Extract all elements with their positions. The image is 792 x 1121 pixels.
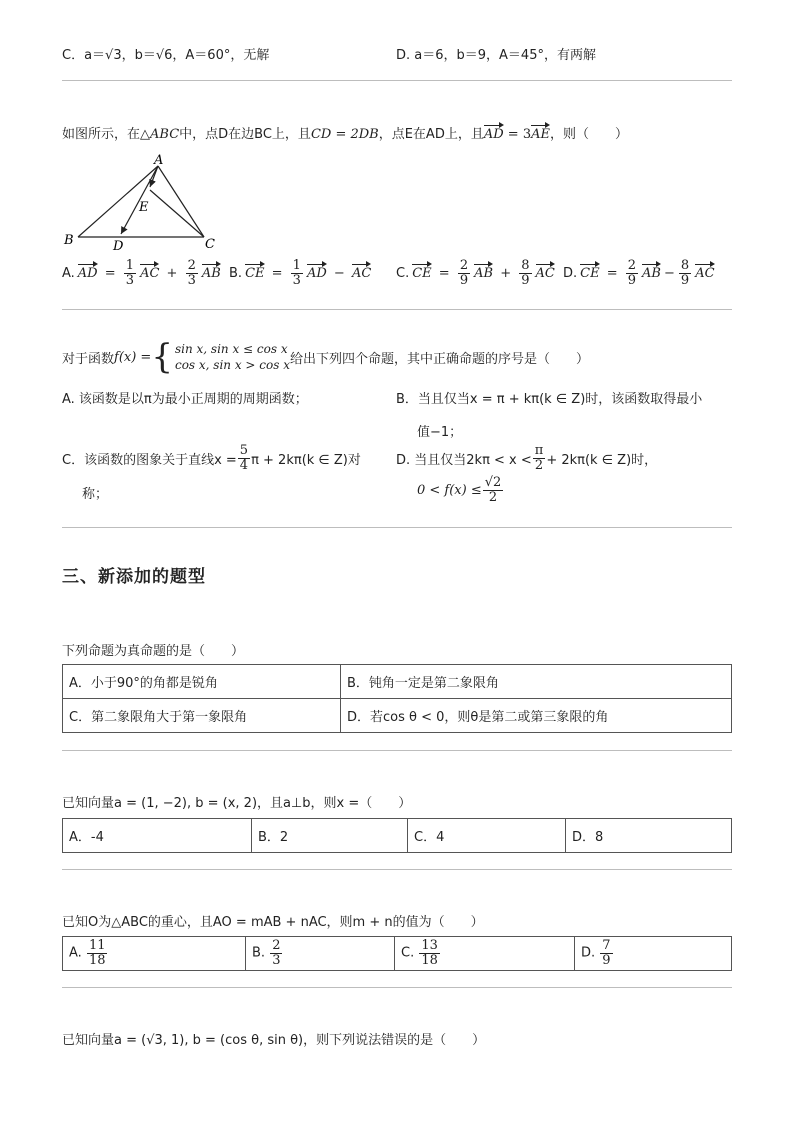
q2-stem-eq: = 3 xyxy=(503,127,532,142)
q3-stem xyxy=(62,337,589,377)
divider xyxy=(62,309,732,310)
q3-case2: cos x, sin x > cos x xyxy=(174,358,290,372)
q6-option-b xyxy=(246,937,395,971)
q6-option-b-n: 2 xyxy=(272,938,281,954)
q3-option-d-frac2-n: √2 xyxy=(484,475,502,490)
q3-option-d-frac-d: 2 xyxy=(534,457,544,473)
q3-option-d-line2 xyxy=(417,476,504,504)
q3-option-c-frac-n: 5 xyxy=(239,443,249,458)
q6-option-a-n: 11 xyxy=(88,938,106,954)
q3-func: f(x) = xyxy=(114,349,152,365)
q3-option-c-line1 xyxy=(62,444,361,472)
q1-option-d: D. a＝6，b＝9，A＝45°，有两解 xyxy=(396,48,596,63)
q5-option-b: B．2 xyxy=(252,819,408,853)
q2-stem-end: ，则（ ） xyxy=(549,127,628,142)
q4-option-c: C．第二象限角大于第一象限角 xyxy=(63,699,341,733)
q2-option-c: C. CE = $\frac{2}{9}$ AB + $\frac{8}{9}$ AC xyxy=(396,258,555,288)
q3-option-c-pre: C．该函数的图象关于直线x = xyxy=(62,452,237,468)
q6-option-c xyxy=(395,937,575,971)
q6-options-table xyxy=(62,936,732,971)
q6-option-a-d: 18 xyxy=(88,953,106,968)
label-b: B xyxy=(64,233,74,248)
q2-opt-a-text xyxy=(0,0,1,1)
q6-option-a xyxy=(63,937,246,971)
q6-option-d-label: D. xyxy=(581,946,596,961)
q3-case1: sin x, sin x ≤ cos x xyxy=(174,342,288,356)
q2-stem-cd: CD = 2DB xyxy=(310,127,379,142)
section-heading: 三、新添加的题型 xyxy=(62,567,206,587)
q3-option-d-post: + 2kπ(k ∈ Z)时， xyxy=(546,452,658,468)
q2-option-b-label: B. xyxy=(229,265,243,281)
q2-stem-mid2: ，点E在AD上，且 xyxy=(378,127,484,142)
divider xyxy=(62,80,732,81)
q2-option-c-label: C. xyxy=(396,265,410,281)
q2-stem-mid1: 中，点D在边BC上，且 xyxy=(179,127,311,142)
q3-option-d-frac-n: π xyxy=(534,443,544,458)
q5-option-c: C．4 xyxy=(408,819,566,853)
q6-option-a-label: A. xyxy=(69,946,82,961)
q4-option-d: D．若cos θ < 0，则θ是第二或第三象限的角 xyxy=(341,699,732,733)
q5-option-a: A．-4 xyxy=(63,819,252,853)
q1-option-c: C．a＝√3，b＝√6，A＝60°，无解 xyxy=(62,48,270,63)
q6-option-c-n: 13 xyxy=(421,938,438,954)
q3-option-c-frac-d: 4 xyxy=(239,457,249,473)
q2-stem-prefix: 如图所示，在 xyxy=(62,127,141,142)
q3-option-b-line1: B．当且仅当x = π + kπ(k ∈ Z)时，该函数取得最小 xyxy=(396,392,703,407)
q3-option-d-line1 xyxy=(396,444,657,472)
q2-option-d-label: D. xyxy=(563,265,578,281)
q3-stem-prefix: 对于函数 xyxy=(62,351,115,367)
q6-option-b-label: B. xyxy=(252,946,266,961)
q4-stem: 下列命题为真命题的是（ ） xyxy=(62,644,245,659)
q3-option-b-line2: 值−1； xyxy=(417,425,463,440)
q2-option-a: A. AD = $\frac{1}{3}$ AC + $\frac{2}{3}$ AB xyxy=(62,258,221,288)
q6-option-d-d: 9 xyxy=(602,953,611,968)
q2-stem-vector-ae: AE xyxy=(531,127,550,142)
q4-options-table xyxy=(62,664,732,733)
q2-triangle-figure xyxy=(60,150,230,255)
q4-option-b: B．钝角一定是第二象限角 xyxy=(341,665,732,699)
q3-option-c-line2: 称； xyxy=(82,487,109,502)
edge-ac xyxy=(158,166,204,237)
q3-option-d-pre: D. 当且仅当2kπ < x < xyxy=(396,452,532,468)
q6-option-d-n: 7 xyxy=(602,938,611,954)
divider xyxy=(62,987,732,988)
label-c: C xyxy=(205,237,215,252)
q2-stem xyxy=(62,123,628,142)
q2-stem-vector-ad: AD xyxy=(483,127,504,142)
divider xyxy=(62,869,732,870)
edge-ce xyxy=(150,190,204,237)
q6-option-d xyxy=(575,937,732,971)
q3-option-d-frac2-d: 2 xyxy=(488,489,498,505)
label-d: D xyxy=(113,239,124,254)
q2-option-d: D. CE = $\frac{2}{9}$ AB − $\frac{8}{9}$ AC xyxy=(563,258,715,288)
divider xyxy=(62,527,732,528)
label-e: E xyxy=(139,200,149,215)
q2-stem-triangle: △ABC xyxy=(140,127,180,142)
q2-option-a-label: A. xyxy=(62,265,75,281)
q6-option-c-label: C. xyxy=(401,946,415,961)
q3-option-c-post: π + 2kπ(k ∈ Z)对 xyxy=(251,452,361,468)
q6-stem: 已知O为△ABC的重心，且AO = mAB + nAC，则m + n的值为（ ） xyxy=(62,915,484,930)
q5-option-d: D．8 xyxy=(566,819,732,853)
q5-stem: 已知向量a = (1, −2), b = (x, 2)，且a⊥b，则x =（ ） xyxy=(62,796,412,811)
label-a: A xyxy=(154,153,164,168)
q3-option-a: A. 该函数是以π为最小正周期的周期函数； xyxy=(62,392,308,407)
q3-option-d-line2-pre: 0 < f(x) ≤ xyxy=(417,482,482,498)
divider xyxy=(62,750,732,751)
q5-options-table xyxy=(62,818,732,853)
q6-option-b-d: 3 xyxy=(272,953,281,968)
q4-option-a: A．小于90°的角都是锐角 xyxy=(63,665,341,699)
q3-piecewise: { sin x, sin x ≤ cos x cos x, sin x > cos x xyxy=(151,337,290,377)
q2-option-b: B. CE = $\frac{1}{3}$ AD − AC xyxy=(229,258,372,288)
q7-stem: 已知向量a = (√3, 1), b = (cos θ, sin θ)，则下列说法错误的是（ ） xyxy=(62,1033,486,1048)
q6-option-c-d: 18 xyxy=(421,953,438,968)
q3-stem-end: 给出下列四个命题，其中正确命题的序号是（ ） xyxy=(289,351,589,367)
